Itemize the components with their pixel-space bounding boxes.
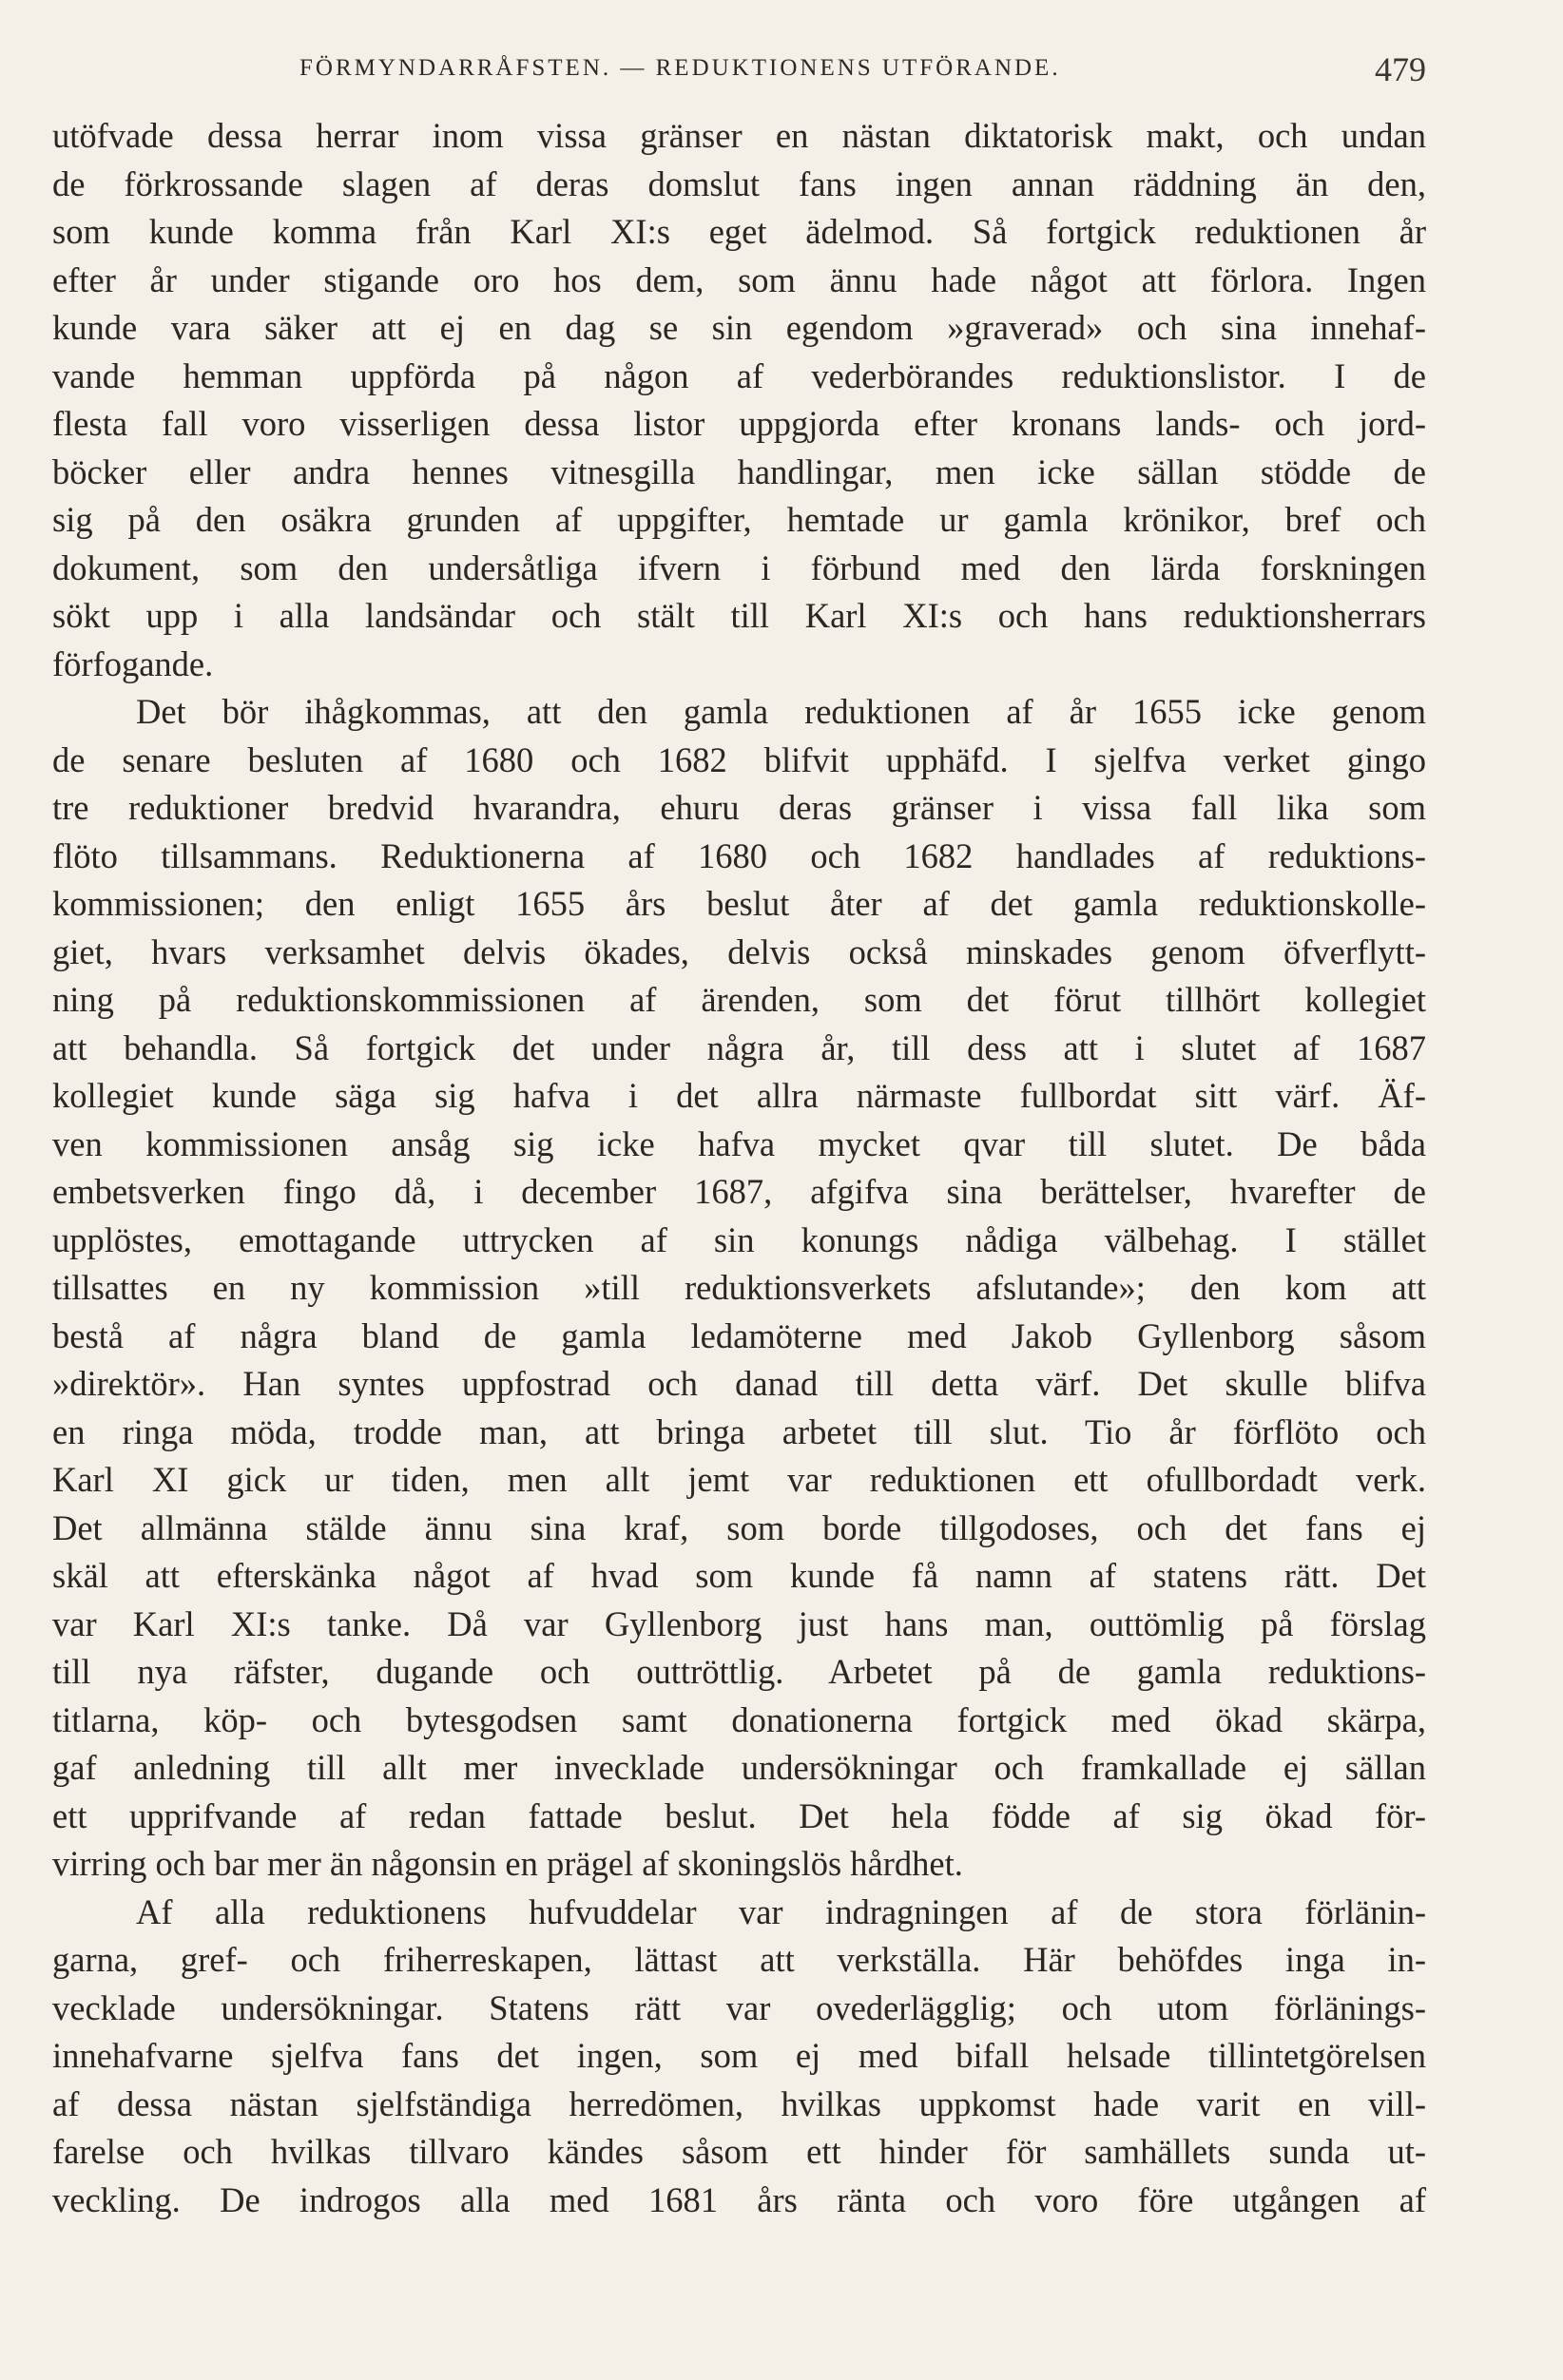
- text-line: skäl att efterskänka något af hvad som kunde få namn af statens rätt. Det: [52, 1556, 1426, 1595]
- text-line: flöto tillsammans. Reduktionerna af 1680 och 1682 handlades af reduktions-: [52, 835, 1426, 875]
- text-line: tre reduktioner bredvid hvarandra, ehuru deras gränser i vissa fall lika som: [52, 788, 1426, 827]
- text-line: titlarna, köp- och bytesgodsen samt donationerna fortgick med ökad skärpa,: [52, 1699, 1426, 1739]
- text-line: Det allmänna stälde ännu sina kraf, som borde tillgodoses, och det fans ej: [52, 1507, 1426, 1547]
- text-line: Karl XI gick ur tiden, men allt jemt var reduktionen ett ofullbordadt verk.: [52, 1460, 1426, 1499]
- text-line: att behandla. Så fortgick det under några år, till dess att i slutet af 1687: [52, 1027, 1426, 1067]
- text-line: kollegiet kunde säga sig hafva i det allra närmaste fullbordat sitt värf. Äf-: [52, 1076, 1426, 1115]
- text-line: som kunde komma från Karl XI:s eget ädelmod. Så fortgick reduktionen år: [52, 212, 1426, 251]
- text-line: böcker eller andra hennes vitnesgilla handlingar, men icke sällan stödde de: [52, 451, 1426, 491]
- text-line: kunde vara säker att ej en dag se sin egendom »graverad» och sina innehaf-: [52, 308, 1426, 347]
- text-line: de förkrossande slagen af deras domslut fans ingen annan räddning än den,: [52, 163, 1426, 203]
- paragraph-start-line: Det bör ihågkommas, att den gamla reduktionen af år 1655 icke genom: [136, 692, 1426, 731]
- text-line: tillsattes en ny kommission »till reduktionsverkets afslutande»; den kom att: [52, 1268, 1426, 1307]
- text-line: efter år under stigande oro hos dem, som ännu hade något att förlora. Ingen: [52, 259, 1426, 299]
- body-text: [52, 112, 1426, 2273]
- running-head: [52, 49, 1426, 87]
- text-line: en ringa möda, trodde man, att bringa arbetet till slut. Tio år förflöto och: [52, 1411, 1426, 1451]
- text-line: utöfvade dessa herrar inom vissa gränser en nästan diktatorisk makt, och undan: [52, 116, 1426, 155]
- text-line: dokument, som den undersåtliga ifvern i förbund med den lärda forskningen: [52, 547, 1426, 587]
- text-line: flesta fall voro visserligen dessa listor uppgjorda efter kronans lands- och jord-: [52, 404, 1426, 443]
- text-line: vecklade undersökningar. Statens rätt var ovederlägglig; och utom förlänings-: [52, 1987, 1426, 2027]
- text-line: bestå af några bland de gamla ledamöterne med Jakob Gyllenborg såsom: [52, 1315, 1426, 1355]
- page-number: 479: [1375, 50, 1426, 88]
- text-line: förfogande.: [52, 643, 214, 683]
- text-line: sig på den osäkra grunden af uppgifter, hemtade ur gamla krönikor, bref och: [52, 500, 1426, 539]
- text-line: upplöstes, emottagande uttrycken af sin konungs nådiga välbehag. I stället: [52, 1219, 1426, 1259]
- text-line: veckling. De indrogos alla med 1681 års ränta och voro före utgången af: [52, 2179, 1426, 2219]
- text-line: virring och bar mer än någonsin en prägel af skoningslös hårdhet.: [52, 1844, 963, 1883]
- text-line: garna, gref- och friherreskapen, lättast att verkställa. Här behöfdes inga in-: [52, 1940, 1426, 1979]
- text-line: de senare besluten af 1680 och 1682 blifvit upphäfd. I sjelfva verket gingo: [52, 739, 1426, 779]
- text-line: af dessa nästan sjelfständiga herredömen, hvilkas uppkomst hade varit en vill-: [52, 2083, 1426, 2123]
- paragraph-start-line: Af alla reduktionens hufvuddelar var indragningen af de stora förlänin-: [136, 1891, 1426, 1931]
- text-line: giet, hvars verksamhet delvis ökades, delvis också minskades genom öfverflytt-: [52, 931, 1426, 971]
- text-line: vande hemman uppförda på någon af vederbörandes reduktionslistor. I de: [52, 355, 1426, 395]
- text-line: ett upprifvande af redan fattade beslut. Det hela födde af sig ökad för-: [52, 1795, 1426, 1835]
- text-line: var Karl XI:s tanke. Då var Gyllenborg just hans man, outtömlig på förslag: [52, 1603, 1426, 1643]
- text-line: gaf anledning till allt mer invecklade undersökningar och framkallade ej sällan: [52, 1748, 1426, 1787]
- text-line: till nya räfster, dugande och outtröttlig. Arbetet på de gamla reduktions-: [52, 1652, 1426, 1691]
- text-line: kommissionen; den enligt 1655 års beslut åter af det gamla reduktionskolle-: [52, 884, 1426, 923]
- text-line: farelse och hvilkas tillvaro kändes såsom ett hinder för samhällets sunda ut-: [52, 2132, 1426, 2171]
- running-head-title: FÖRMYNDARRÅFSTEN. — REDUKTIONENS UTFÖRANDE.: [299, 55, 1061, 81]
- text-line: »direktör». Han syntes uppfostrad och danad till detta värf. Det skulle blifva: [52, 1364, 1426, 1403]
- text-line: innehafvarne sjelfva fans det ingen, som ej med bifall helsade tillintetgörelsen: [52, 2036, 1426, 2075]
- text-line: [52, 2224, 1426, 2273]
- text-line: ning på reduktionskommissionen af ärenden, som det förut tillhört kollegiet: [52, 980, 1426, 1019]
- text-line: ven kommissionen ansåg sig icke hafva mycket qvar till slutet. De båda: [52, 1123, 1426, 1163]
- text-line: embetsverken fingo då, i december 1687, afgifva sina berättelser, hvarefter de: [52, 1172, 1426, 1211]
- text-line: sökt upp i alla landsändar och stält till Karl XI:s och hans reduktionsherrars: [52, 596, 1426, 635]
